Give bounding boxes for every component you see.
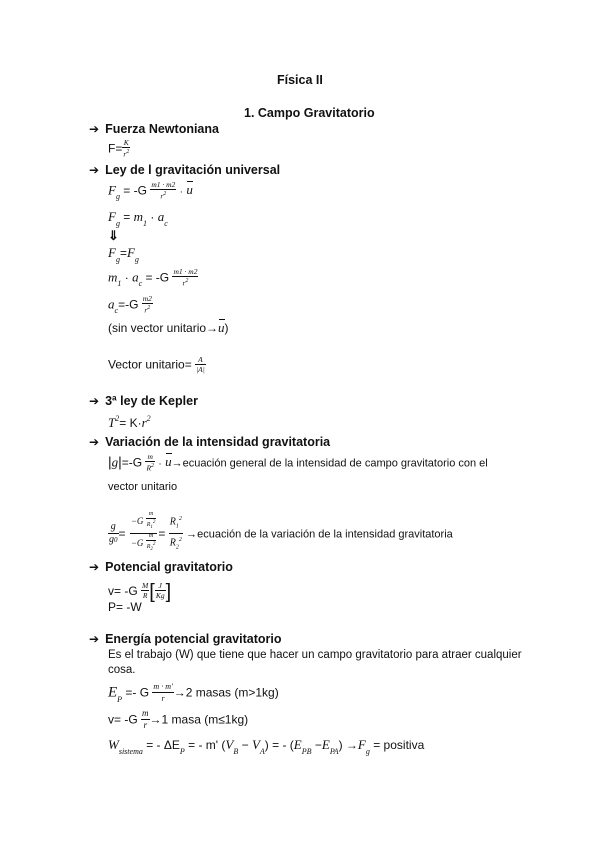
equation-potencial: v= -G $\frac{M}{R}$ [ $\frac{J}{Kg}$ ] xyxy=(108,581,172,603)
equation-p-w: P= -W xyxy=(108,600,142,614)
exponent: 2 xyxy=(185,278,189,284)
eq-final: = positiva xyxy=(373,738,425,752)
bullet-label: Energía potencial gravitatorio xyxy=(105,632,282,646)
unit-vector-u: u xyxy=(218,320,225,335)
equation-m1-ac: $m_1 \cdot a_c = -G$ $\frac{m1 \cdot m2}{r^2}$ xyxy=(108,267,198,289)
equation-fg-igual: $F_g=F_g$ xyxy=(108,245,139,264)
bullet-label: Fuerza Newtoniana xyxy=(105,122,219,136)
equation-vector-unitario xyxy=(108,356,206,375)
bullet-label: Variación de la intensidad gravitatoria xyxy=(105,435,331,449)
eq-text: F= xyxy=(108,141,123,156)
fraction: $\frac{m2}{r^2}$ xyxy=(142,294,152,315)
numerator: A xyxy=(195,355,206,365)
energia-description: Es el trabajo (W) que tiene que hacer un campo gravitatorio para atraer cualquier xyxy=(108,649,522,661)
eq-text-mid: = - m' ( xyxy=(188,738,226,752)
fraction: $\frac{m \cdot m'}{r}$ xyxy=(153,682,173,703)
denominator: Kg xyxy=(155,591,165,601)
den-r: r xyxy=(144,305,148,315)
eq-text-end: ) = - ( xyxy=(264,738,294,752)
fraction-g-g0: $\frac{g}{g0}$ xyxy=(109,520,118,545)
fraction: $\frac{m}{R^2}$ xyxy=(146,452,155,473)
bullet-label: Ley de l gravitación universal xyxy=(105,163,281,177)
eq-description-cont: vector unitario xyxy=(108,481,178,493)
eq-text: =- G xyxy=(125,685,150,700)
fraction: $\frac{m}{r}$ xyxy=(142,708,149,730)
bullet-variacion xyxy=(89,435,330,449)
den-r: r xyxy=(182,278,186,288)
eq-description: →ecuación de la variación de la intensidad gravitatoria xyxy=(186,528,453,541)
eq-text: = K· xyxy=(119,416,142,430)
energia-description-cont: cosa. xyxy=(108,664,136,676)
equation-ac: $a_c=-G$ $\frac{m2}{r^2}$ xyxy=(108,294,152,316)
bullet-label: 3ª ley de Kepler xyxy=(105,394,198,408)
eq-sub-g: g xyxy=(115,192,120,202)
note-text: (sin vector unitario→ xyxy=(108,321,219,335)
bullet-ley-gravitacion xyxy=(89,163,280,177)
fraction-r1-r2: $\frac{R_1^2}{R_2^2}$ xyxy=(169,513,183,553)
sub-sistema: sistema xyxy=(118,747,143,756)
unit-vector-u: u xyxy=(186,182,193,198)
bullet-label: Potencial gravitatorio xyxy=(105,560,233,574)
equation-ep: $E_P =- G$ $\frac{m \cdot m'}{r}$ →2 masas (m>1kg) xyxy=(108,682,279,704)
fraction xyxy=(172,267,198,288)
bullet-fuerza-newtoniana xyxy=(89,122,219,136)
equation-fg-masa: $F_g = m_1 \cdot a_c$ xyxy=(108,209,168,228)
eq-description: →2 masas (m>1kg) xyxy=(173,685,279,700)
denominator xyxy=(122,148,130,159)
arrow-bullet-icon: ➔ xyxy=(89,122,100,136)
unit-fraction xyxy=(155,581,166,600)
equation-intensidad: |g|=-G $\frac{m}{R^2}$ · u→ecuación general de la intensidad de campo gravitatorio con el xyxy=(108,452,488,473)
arrow-bullet-icon: ➔ xyxy=(89,560,100,574)
numerator: m1 · m2 xyxy=(151,180,176,189)
eq-text: Vector unitario= xyxy=(108,357,192,372)
fraction-compound: −G $\frac{m}{R_1^2}$ −G $\frac{m}{R_2^2}$ xyxy=(130,511,156,553)
bullet-potencial xyxy=(89,560,233,574)
section-heading: 1. Campo Gravitatorio xyxy=(244,106,375,120)
equation-v-potencial xyxy=(108,709,248,732)
den-r: r xyxy=(160,191,164,201)
eq-text-end2: ) → xyxy=(338,738,358,752)
exponent: 2 xyxy=(163,191,167,197)
eq-text: = -G xyxy=(145,270,170,285)
arrow-bullet-icon: ➔ xyxy=(89,394,100,408)
fraction: $\frac{M}{R}$ xyxy=(142,581,149,601)
bullet-kepler xyxy=(89,394,198,408)
fraction xyxy=(122,138,130,159)
eq-text: = - ΔE xyxy=(146,738,180,752)
arrow-bullet-icon: ➔ xyxy=(89,163,100,177)
page-title: Física II xyxy=(277,73,323,87)
denominator xyxy=(150,190,176,201)
eq-description: →1 masa (m≤1kg) xyxy=(149,712,249,727)
eq-F: F xyxy=(108,182,116,198)
numerator: J xyxy=(155,581,166,591)
eq-text: v= -G xyxy=(108,584,138,598)
equation-trabajo: $W_{sistema}$ = - $\Delta E_P$ = - m' $(V_B - V_A)$ = - $(E_{PB} -E_{PA}) \to F_g$ = positiva xyxy=(108,737,425,756)
fraction xyxy=(195,355,206,374)
note-sin-vector xyxy=(108,320,229,336)
den-r: r xyxy=(123,149,127,159)
unit-vector-u: u xyxy=(165,454,172,470)
equation-fg-newton: $F_g = -G$ $\frac{m1 \cdot m2}{r^2}$ · u xyxy=(108,180,193,202)
bullet-energia xyxy=(89,632,282,646)
denominator: |A| xyxy=(196,365,205,374)
note-close: ) xyxy=(224,321,229,335)
eq-text: v= -G xyxy=(108,712,138,727)
numerator: m1 · m2 xyxy=(173,267,198,276)
eq-description: →ecuación general de la intensidad de campo gravitatorio con el xyxy=(171,457,488,470)
fraction xyxy=(150,180,176,201)
equation-variacion: $\frac{g}{g0}$ = −G $\frac{m}{R_1^2}$ −G $\frac{m}{R_2^2}$ = $\frac{R_1^2}{R_2^2}$ →ecuación de la variación de la intensidad gravitatoria xyxy=(109,511,453,553)
exponent: 2 xyxy=(126,149,130,155)
exponent: 2 xyxy=(147,305,151,311)
numerator: m · m' xyxy=(153,682,173,691)
arrow-bullet-icon: ➔ xyxy=(89,435,100,449)
numerator: K xyxy=(123,138,129,147)
implies-down-icon: ⇓ xyxy=(108,228,119,243)
equation-kepler: $T^2= K\cdot r^2$ xyxy=(108,414,151,430)
eq-text: = -G xyxy=(123,183,147,198)
equation-fuerza xyxy=(108,139,130,160)
arrow-bullet-icon: ➔ xyxy=(89,632,100,646)
